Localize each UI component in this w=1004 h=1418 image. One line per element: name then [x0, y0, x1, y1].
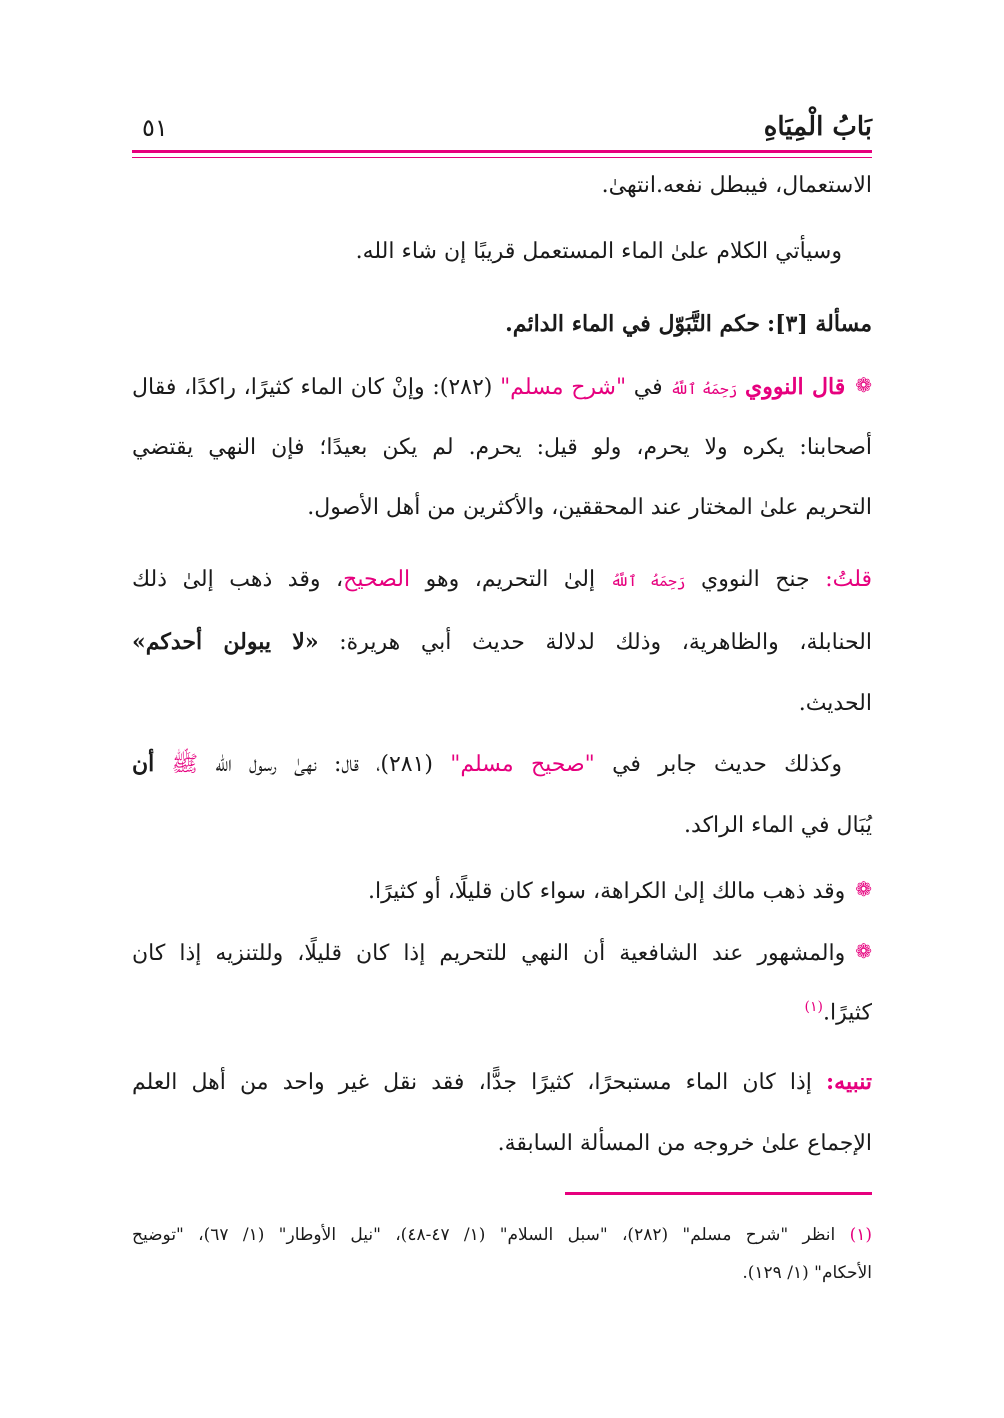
chapter-title: بَابُ الْمِيَاهِ: [763, 112, 872, 142]
header-rule-thin: [132, 157, 872, 158]
text-line: [132, 998, 872, 1028]
text-line: [132, 750, 872, 780]
text-span: (٢٨٢): وإنْ كان الماء كثيرًا، راكدًا، فقال: [132, 375, 493, 400]
footnote-marker: (١): [849, 1225, 872, 1245]
text-span: أن: [132, 751, 155, 777]
text-line: [132, 628, 872, 658]
text-line: الاستعمال، فيبطل نفعه.انتهىٰ.: [601, 173, 872, 198]
text-line: يُبَال في الماء الراكد.: [684, 813, 872, 838]
text-span: وكذلك حديث جابر في: [612, 752, 842, 777]
text-span: وسيأتي الكلام علىٰ الماء المستعمل قريبًا إن شاء الله.: [355, 239, 842, 264]
footnote-ref[interactable]: (١): [804, 999, 823, 1015]
flower-bullet-icon: ❁: [855, 373, 872, 397]
footnote-rule: [565, 1192, 872, 1195]
issue-title: حكم التَّبَوّل في الماء الدائم.: [505, 311, 760, 337]
text-line: [132, 876, 872, 907]
issue-heading: [132, 310, 872, 340]
header-rule-thick: [132, 150, 872, 153]
text-line: [132, 566, 872, 595]
text-span: والمشهور عند الشافعية أن النهي للتحريم إذا كان قليلًا، وللتنزيه إذا كان: [132, 941, 846, 966]
text-line: [132, 372, 872, 403]
honorific: رَحِمَهُ ٱللَّهُ: [610, 572, 686, 590]
book-title: "صحيح مسلم": [450, 752, 595, 777]
text-span: كثيرًا.: [823, 1000, 872, 1026]
honorific: رَحِمَهُ ٱللَّهُ: [670, 380, 738, 398]
flower-bullet-icon: ❁: [855, 877, 872, 901]
book-title: "شرح مسلم": [500, 375, 627, 400]
text-span: (٢٨١)، قال: نهىٰ رسول الله: [215, 752, 434, 777]
hadith-quote: «لا يبولن أحدكم»: [132, 629, 319, 655]
text-line: الإجماع علىٰ خروجه من المسألة السابقة.: [497, 1131, 872, 1156]
footnote-line: [132, 1224, 872, 1246]
text-span: إلىٰ التحريم، وهو: [425, 567, 596, 592]
scholar-name: قال النووي: [745, 374, 846, 400]
text-span: وقد ذهب مالك إلىٰ الكراهة، سواء كان قليلًا، أو كثيرًا.: [368, 879, 846, 904]
tanbih-label: تنبيه:: [826, 1069, 872, 1095]
text-line: الحديث.: [798, 691, 872, 716]
text-line: [132, 238, 872, 267]
text-line: [132, 1068, 872, 1098]
text-span: ، وقد ذهب إلىٰ ذلك: [132, 567, 344, 592]
page-number: ٥١: [142, 114, 168, 142]
text-span: إذا كان الماء مستبحرًا، كثيرًا جدًّا، فقد نقل غير واحد من أهل العلم: [132, 1070, 812, 1095]
text-line: أصحابنا: يكره ولا يحرم، ولو قيل: يحرم. لم يكن بعيدًا؛ فإن النهي يقتضي: [132, 435, 872, 460]
page-header: [132, 108, 872, 152]
text-span: جنح النووي: [701, 567, 810, 592]
salawat-symbol: ﷺ: [171, 752, 199, 777]
text-span: الحنابلة، والظاهرية، وذلك لدلالة حديث أبي هريرة:: [339, 630, 872, 655]
text-span: في: [633, 375, 663, 400]
issue-number: مسألة [٣]:: [766, 311, 872, 337]
text-line: [132, 938, 872, 969]
sahih-label: الصحيح: [343, 567, 411, 592]
flower-bullet-icon: ❁: [855, 939, 872, 963]
footnote-line: الأحكام" (١/ ١٢٩).: [742, 1263, 872, 1283]
footnote-text: انظر "شرح مسلم" (٢٨٢)، "سبل السلام" (١/ ٤٧-٤٨)، "نيل الأوطار" (١/ ٦٧)، "توضيح: [132, 1225, 836, 1245]
text-line: التحريم علىٰ المختار عند المحققين، والأكثرين من أهل الأصول.: [307, 495, 872, 520]
qult-label: قلتُ:: [825, 567, 873, 592]
